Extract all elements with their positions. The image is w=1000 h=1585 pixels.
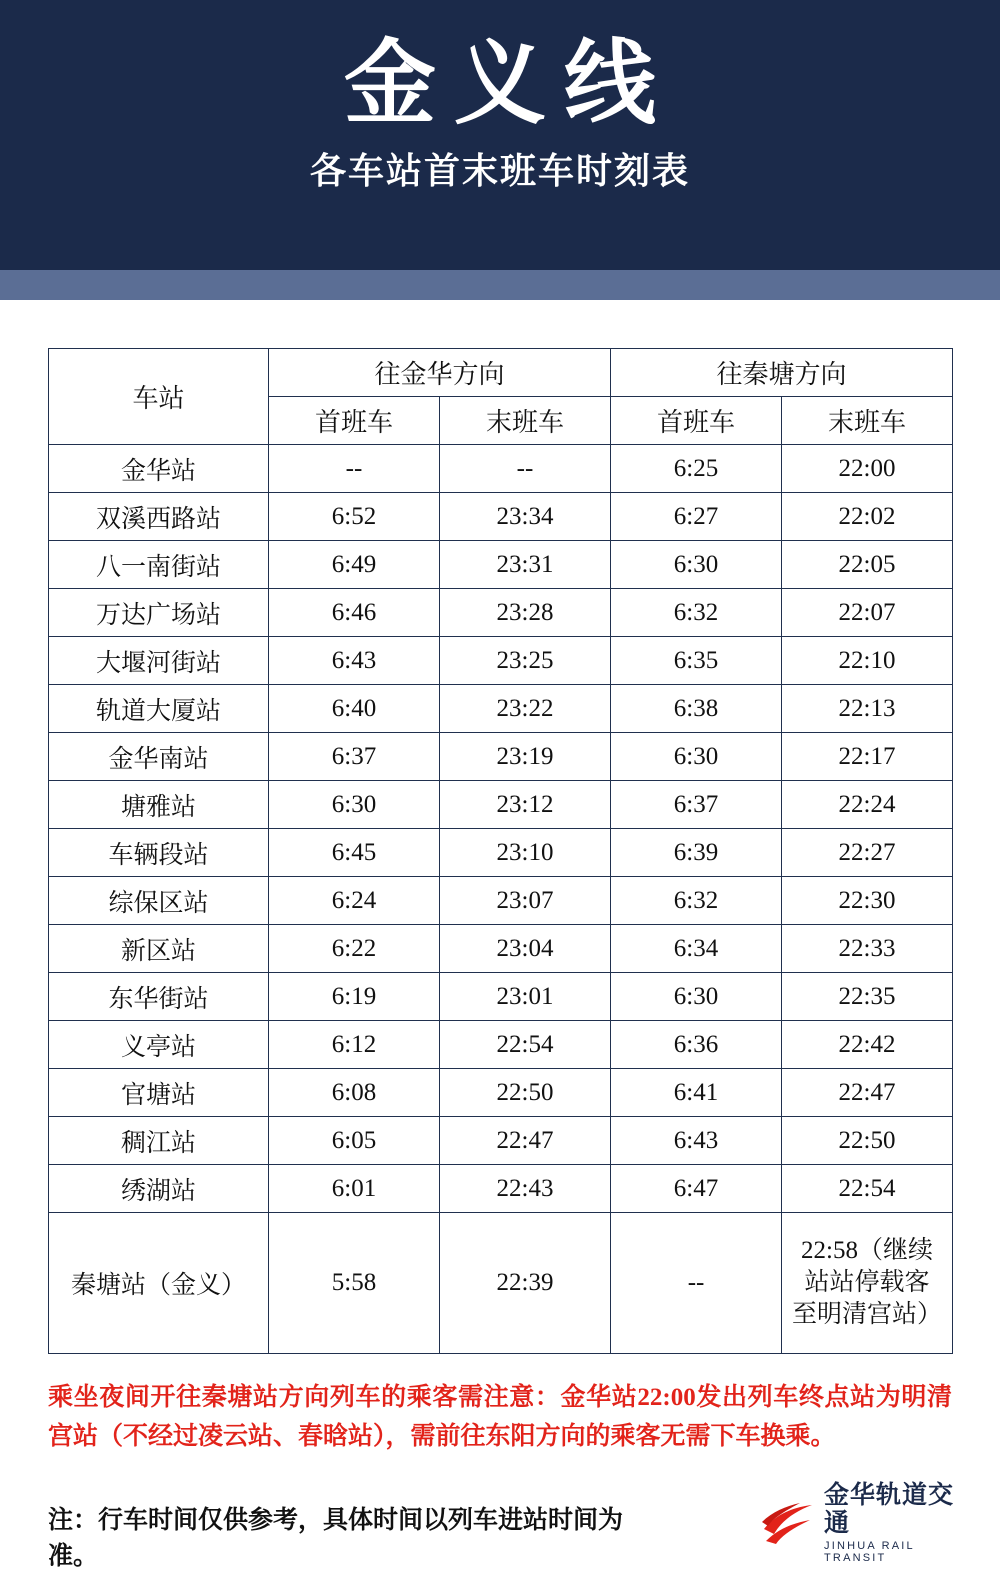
cell-station: 大堰河街站	[49, 637, 269, 685]
cell-qintang-last: 22:50	[782, 1117, 953, 1165]
cell-qintang-first: 6:41	[611, 1069, 782, 1117]
header-jinhua-first: 首班车	[269, 397, 440, 445]
logo-name-cn: 金华轨道交通	[824, 1481, 955, 1537]
cell-qintang-last: 22:13	[782, 685, 953, 733]
table-row	[49, 493, 953, 541]
table-row	[49, 925, 953, 973]
cell-qintang-last: 22:17	[782, 733, 953, 781]
table-row	[49, 1213, 953, 1354]
cell-station: 官塘站	[49, 1069, 269, 1117]
timetable-container	[48, 348, 952, 1354]
cell-jinhua-last: 22:47	[440, 1117, 611, 1165]
cell-qintang-last: 22:58（继续 站站停载客 至明清宫站）	[782, 1213, 953, 1354]
cell-qintang-last: 22:47	[782, 1069, 953, 1117]
cell-jinhua-last: 23:01	[440, 973, 611, 1021]
cell-qintang-first: 6:43	[611, 1117, 782, 1165]
cell-qintang-first: 6:30	[611, 973, 782, 1021]
cell-jinhua-first: 6:43	[269, 637, 440, 685]
cell-qintang-first: 6:30	[611, 541, 782, 589]
table-row	[49, 733, 953, 781]
timetable-header-row-directions	[49, 349, 953, 397]
cell-jinhua-first: 6:52	[269, 493, 440, 541]
cell-station: 双溪西路站	[49, 493, 269, 541]
page-subtitle: 各车站首末班车时刻表	[309, 150, 690, 192]
cell-jinhua-first: 5:58	[269, 1213, 440, 1354]
table-row	[49, 829, 953, 877]
cell-jinhua-last: 23:04	[440, 925, 611, 973]
cell-station: 义亭站	[49, 1021, 269, 1069]
cell-station: 秦塘站（金义）	[49, 1213, 269, 1354]
cell-jinhua-last: 23:22	[440, 685, 611, 733]
cell-station: 稠江站	[49, 1117, 269, 1165]
cell-jinhua-first: 6:12	[269, 1021, 440, 1069]
cell-jinhua-first: 6:30	[269, 781, 440, 829]
table-row	[49, 1069, 953, 1117]
header-jinhua-last: 末班车	[440, 397, 611, 445]
cell-qintang-first: 6:30	[611, 733, 782, 781]
page-title: 金义线	[343, 33, 674, 135]
cell-jinhua-last: 23:34	[440, 493, 611, 541]
night-service-notice: 乘坐夜间开往秦塘站方向列车的乘客需注意：金华站22:00发出列车终点站为明清宫站（不经过凌云站、春晗站），需前往东阳方向的乘客无需下车换乘。	[48, 1384, 952, 1450]
cell-jinhua-first: 6:45	[269, 829, 440, 877]
table-row	[49, 685, 953, 733]
cell-jinhua-first: 6:05	[269, 1117, 440, 1165]
cell-qintang-last: 22:10	[782, 637, 953, 685]
cell-qintang-first: 6:34	[611, 925, 782, 973]
cell-qintang-last: 22:00	[782, 445, 953, 493]
table-row	[49, 1117, 953, 1165]
table-row	[49, 445, 953, 493]
cell-jinhua-first: 6:40	[269, 685, 440, 733]
cell-station: 东华街站	[49, 973, 269, 1021]
cell-qintang-last: 22:30	[782, 877, 953, 925]
header-direction-qintang: 往秦塘方向	[611, 349, 953, 397]
logo-text	[824, 1482, 960, 1564]
cell-qintang-first: 6:32	[611, 589, 782, 637]
cell-jinhua-first: 6:37	[269, 733, 440, 781]
cell-jinhua-last: 23:12	[440, 781, 611, 829]
cell-station: 轨道大厦站	[49, 685, 269, 733]
table-row	[49, 589, 953, 637]
cell-qintang-last: 22:24	[782, 781, 953, 829]
cell-station: 绣湖站	[49, 1165, 269, 1213]
cell-qintang-first: 6:38	[611, 685, 782, 733]
cell-station: 新区站	[49, 925, 269, 973]
cell-jinhua-last: 23:07	[440, 877, 611, 925]
timetable-body	[49, 445, 953, 1354]
cell-jinhua-last: 22:54	[440, 1021, 611, 1069]
header-qintang-first: 首班车	[611, 397, 782, 445]
table-row	[49, 973, 953, 1021]
header-direction-jinhua: 往金华方向	[269, 349, 611, 397]
cell-qintang-first: 6:47	[611, 1165, 782, 1213]
table-row	[49, 781, 953, 829]
timetable-head	[49, 349, 953, 445]
cell-qintang-first: 6:27	[611, 493, 782, 541]
cell-qintang-last: 22:42	[782, 1021, 953, 1069]
cell-qintang-first: --	[611, 1213, 782, 1354]
cell-station: 车辆段站	[49, 829, 269, 877]
cell-station: 金华站	[49, 445, 269, 493]
cell-jinhua-last: 23:25	[440, 637, 611, 685]
cell-qintang-last: 22:05	[782, 541, 953, 589]
logo-name-en: JINHUA RAIL TRANSIT	[824, 1540, 915, 1564]
cell-station: 八一南街站	[49, 541, 269, 589]
cell-jinhua-last: 22:43	[440, 1165, 611, 1213]
cell-jinhua-last: 22:50	[440, 1069, 611, 1117]
cell-jinhua-first: 6:24	[269, 877, 440, 925]
table-row	[49, 637, 953, 685]
poster-header	[0, 0, 1000, 300]
timetable	[48, 348, 953, 1354]
cell-jinhua-first: --	[269, 445, 440, 493]
cell-station: 综保区站	[49, 877, 269, 925]
cell-station: 金华南站	[49, 733, 269, 781]
cell-jinhua-last: 22:39	[440, 1213, 611, 1354]
cell-qintang-last: 22:35	[782, 973, 953, 1021]
cell-station: 万达广场站	[49, 589, 269, 637]
cell-jinhua-first: 6:01	[269, 1165, 440, 1213]
cell-jinhua-first: 6:08	[269, 1069, 440, 1117]
operator-logo	[760, 1481, 960, 1564]
cell-qintang-first: 6:37	[611, 781, 782, 829]
cell-jinhua-last: 23:10	[440, 829, 611, 877]
cell-qintang-first: 6:25	[611, 445, 782, 493]
table-row	[49, 877, 953, 925]
cell-jinhua-first: 6:22	[269, 925, 440, 973]
table-row	[49, 1021, 953, 1069]
cell-jinhua-last: 23:28	[440, 589, 611, 637]
cell-qintang-last: 22:07	[782, 589, 953, 637]
table-row	[49, 541, 953, 589]
cell-qintang-first: 6:32	[611, 877, 782, 925]
cell-jinhua-last: 23:19	[440, 733, 611, 781]
table-row	[49, 1165, 953, 1213]
cell-jinhua-last: 23:31	[440, 541, 611, 589]
disclaimer-note: 注：行车时间仅供参考，具体时间以列车进站时间为准。	[48, 1507, 624, 1570]
header-titles	[0, 0, 1000, 258]
cell-qintang-last: 22:33	[782, 925, 953, 973]
jinhua-rail-transit-icon	[760, 1498, 816, 1548]
cell-qintang-last: 22:02	[782, 493, 953, 541]
cell-station: 塘雅站	[49, 781, 269, 829]
cell-jinhua-last: --	[440, 445, 611, 493]
header-band-shadow	[0, 240, 1000, 270]
cell-qintang-last: 22:27	[782, 829, 953, 877]
cell-jinhua-first: 6:19	[269, 973, 440, 1021]
header-qintang-last: 末班车	[782, 397, 953, 445]
header-station: 车站	[49, 349, 269, 445]
cell-qintang-first: 6:36	[611, 1021, 782, 1069]
cell-qintang-last: 22:54	[782, 1165, 953, 1213]
cell-qintang-first: 6:35	[611, 637, 782, 685]
cell-jinhua-first: 6:49	[269, 541, 440, 589]
cell-qintang-first: 6:39	[611, 829, 782, 877]
cell-jinhua-first: 6:46	[269, 589, 440, 637]
